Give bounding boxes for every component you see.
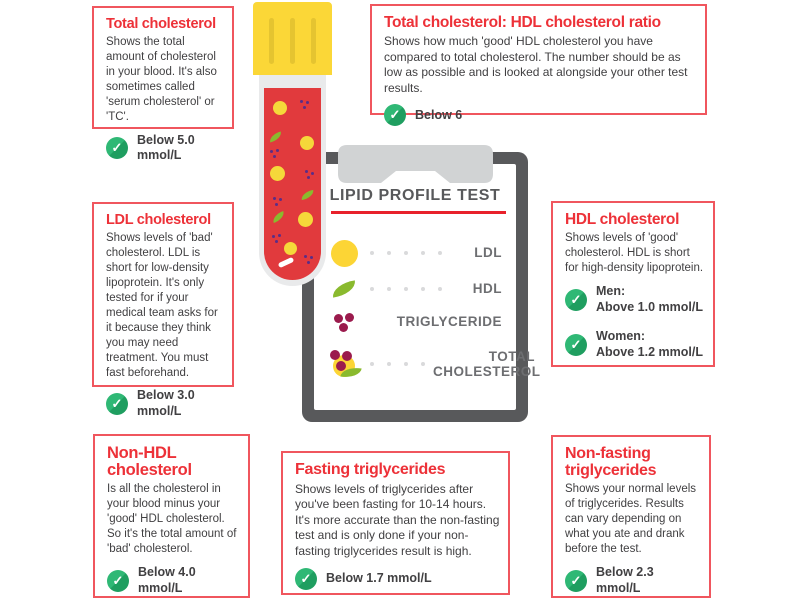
check-icon: ✓ [107,570,129,592]
ldl-particle-icon [300,136,314,150]
target-group: Women: [596,329,646,344]
info-box-total-cholesterol [92,6,234,163]
check-icon: ✓ [295,568,317,590]
clipboard-row-total-cholesterol [328,344,541,384]
hdl-particle-icon [300,190,314,200]
triglyceride-particle-icon [304,255,315,266]
dotted-line [360,251,474,255]
ldl-particle-icon [298,212,313,227]
info-box-non-hdl-cholesterol [93,434,250,598]
box-title: Fasting triglycerides [295,461,446,478]
target-value-row-women [565,329,705,360]
triglyceride-berries-icon [328,313,360,332]
target-value: Below 4.0 mmol/L [138,565,196,595]
clipboard-illustration [302,152,541,422]
row-label: TOTAL CHOLESTEROL [433,348,541,379]
check-icon: ✓ [106,393,128,415]
box-title: Total cholesterol: HDL cholesterol ratio [384,14,661,31]
row-label: LDL [474,245,502,261]
box-body: Shows your normal levels of triglycerides. Results can vary depending on what you ate and drank before the test. [565,483,697,555]
triglyceride-particle-icon [272,197,283,208]
test-tube [259,75,326,286]
target-value-row [107,565,240,596]
check-icon: ✓ [384,104,406,126]
box-body: Shows levels of triglycerides after you've been fasting for 10-14 hours. It's more accurate than the non-fasting test and is only done if your non-fasting triglycerides result is high. [295,481,500,558]
ldl-particle-icon [273,101,287,115]
target-value: Below 3.0 mmol/L [137,388,195,419]
triglyceride-particle-icon [270,149,281,160]
test-tube-cap [253,2,332,75]
box-title: Total cholesterol [106,16,216,32]
target-value: Below 6 [415,107,463,122]
target-value: Below 5.0 mmol/L [137,132,195,163]
target-value: Below 1.7 mmol/L [326,570,432,585]
info-box-ldl-cholesterol [92,202,234,419]
title-underline [331,211,506,214]
check-icon: ✓ [565,570,587,592]
blood-sample [264,88,321,280]
info-box-non-fasting-triglycerides [551,435,711,598]
hdl-particle-icon [271,211,286,223]
clipboard-paper [314,164,541,410]
dotted-line [360,287,473,291]
ldl-particle-icon [270,166,285,181]
row-label: TRIGLYCERIDE [396,314,502,330]
box-title: HDL cholesterol [565,211,680,228]
target-value: Below 2.3 mmol/L [596,564,654,595]
dotted-line [360,362,433,366]
clipboard-row-ldl [328,238,502,268]
target-value-row [295,568,500,590]
info-box-hdl-cholesterol [551,201,715,367]
target-value [596,284,703,315]
box-body: Is all the cholesterol in your blood minus your 'good' HDL cholesterol. So it's the total amount of 'bad' cholesterol. [107,483,237,556]
ldl-particle-icon [284,242,297,255]
check-icon: ✓ [106,137,128,159]
triglyceride-particle-icon [272,234,283,245]
triglyceride-particle-icon [305,170,316,181]
target-value-row [106,133,224,164]
box-title: LDL cholesterol [106,212,211,228]
check-icon: ✓ [565,289,587,311]
row-label: HDL [472,281,502,297]
target-value-row-men [565,284,705,315]
target-value-row [106,388,224,419]
hdl-particle-icon [268,131,283,142]
hdl-leaf-icon [328,282,360,296]
clipboard-row-triglyceride [328,307,502,337]
total-cholesterol-composite-icon [328,350,360,379]
box-title: Non-HDL cholesterol [107,444,192,480]
target-value-text: Above 1.2 mmol/L [596,344,703,359]
info-box-fasting-triglycerides [281,451,510,595]
box-body: Shows levels of 'bad' cholesterol. LDL is short for low-density lipoprotein. It's only tested for if your medical team asks for it because they think you may need treatment. You must fast beforehand. [106,232,218,379]
clipboard-title: LIPID PROFILE TEST [329,187,501,204]
target-value-row [384,104,697,126]
check-icon: ✓ [565,334,587,356]
target-group: Men: [596,283,626,298]
clipboard-row-hdl [328,274,502,304]
clipboard-clip [338,145,493,185]
target-value [596,329,703,360]
target-value-row [565,565,701,596]
info-box-tc-hdl-ratio [370,4,707,123]
box-body: Shows how much 'good' HDL cholesterol you have compared to total cholesterol. The number should be as low as possible and is looked at alongside your other test results. [384,34,688,95]
box-title: Non-fasting triglycerides [565,445,657,479]
ldl-circle-icon [328,240,360,267]
box-body: Shows levels of 'good' cholesterol. HDL is short for high-density lipoprotein. [565,232,704,274]
target-value-text: Above 1.0 mmol/L [596,299,703,314]
glass-highlight [278,257,295,268]
box-body: Shows the total amount of cholesterol in your blood. It's also sometimes called 'serum cholesterol' or 'TC'. [106,36,217,123]
triglyceride-particle-icon [300,100,311,111]
